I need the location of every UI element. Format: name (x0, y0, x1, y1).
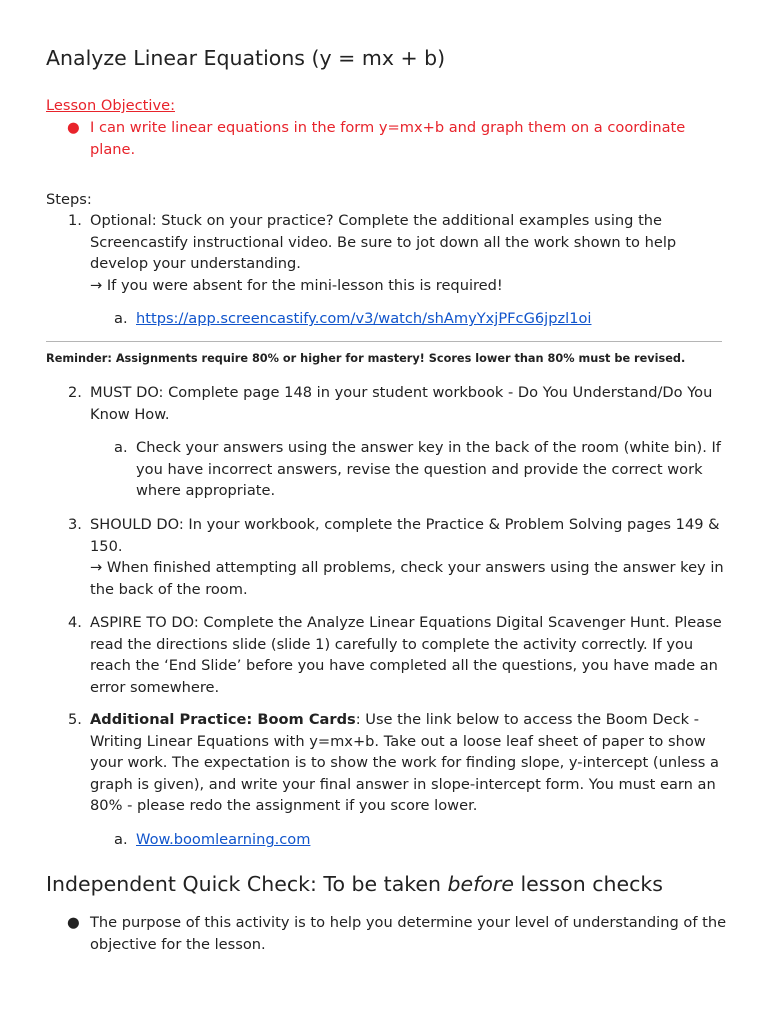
objective-item (67, 117, 730, 161)
lesson-objective (46, 96, 730, 161)
quick-check-heading-part: lesson checks (513, 872, 663, 896)
step-4 (68, 612, 730, 698)
divider (46, 341, 722, 342)
step-3 (68, 514, 730, 600)
step-5-sub-a (114, 829, 726, 851)
mastery-reminder: Reminder: Assignments require 80% or higher for mastery! Scores lower than 80% must be revised. (46, 352, 686, 365)
step-number: 1. (68, 212, 82, 229)
bullet-icon: ● (67, 914, 80, 931)
step-text: : Use the link below to access the Boom Deck - Writing Linear Equations with y=mx+b. Take out a loose leaf sheet of paper to show your work. The expectation is to show the work for finding slope, y-intercept (unless a graph is given), and write your final answer in slope-intercept form. You must earn an 80% - please redo the assignment if you score lower. (90, 711, 719, 814)
bullet-icon: ● (67, 119, 80, 136)
sub-letter: a. (114, 310, 128, 327)
step-note: → When finished attempting all problems, check your answers using the answer key in the back of the room. (90, 559, 724, 598)
step-number: 5. (68, 711, 82, 728)
sub-letter: a. (114, 439, 128, 456)
step-2 (68, 382, 730, 425)
quick-check-text: The purpose of this activity is to help you determine your level of understanding of the objective for the lesson. (90, 914, 727, 953)
sub-text: Check your answers using the answer key in the back of the room (white bin). If you have incorrect answers, revise the question and provide the correct work where appropriate. (136, 439, 721, 499)
boomlearning-link[interactable]: Wow.boomlearning.com (136, 831, 311, 848)
objective-text: I can write linear equations in the form y=mx+b and graph them on a coordinate plane. (90, 119, 686, 158)
step-1-sub-a (114, 308, 726, 330)
step-text: ASPIRE TO DO: Complete the Analyze Linear Equations Digital Scavenger Hunt. Please read the directions slide (slide 1) carefully to complete the activity correctly. If you reach the ‘End Slide’ before you have completed all the questions, you have made an error somewhere. (90, 614, 722, 696)
quick-check-heading-emphasis: before (447, 872, 514, 896)
step-text: SHOULD DO: In your workbook, complete the Practice & Problem Solving pages 149 & 150. (90, 516, 720, 555)
step-5 (68, 709, 730, 817)
sub-letter: a. (114, 831, 128, 848)
steps-label: Steps: (46, 191, 92, 208)
objective-heading: Lesson Objective: (46, 97, 175, 114)
step-number: 2. (68, 384, 82, 401)
screencastify-link[interactable]: https://app.screencastify.com/v3/watch/shAmyYxjPFcG6jpzl1oi (136, 310, 592, 327)
step-2-sub-a (114, 437, 726, 502)
step-number: 4. (68, 614, 82, 631)
step-1 (68, 210, 730, 296)
step-number: 3. (68, 516, 82, 533)
step-note: → If you were absent for the mini-lesson this is required! (90, 276, 503, 294)
quick-check-heading (46, 872, 663, 896)
quick-check-heading-part: Independent Quick Check: To be taken (46, 872, 448, 896)
boom-cards-label: Additional Practice: Boom Cards (90, 711, 356, 728)
step-text: Optional: Stuck on your practice? Complete the additional examples using the Screencastify instructional video. Be sure to jot down all the work shown to help develop your understanding. (90, 212, 677, 272)
step-text: MUST DO: Complete page 148 in your student workbook - Do You Understand/Do You Know How. (90, 384, 713, 423)
quick-check-item (67, 912, 730, 955)
page-title: Analyze Linear Equations (y = mx + b) (46, 46, 446, 70)
